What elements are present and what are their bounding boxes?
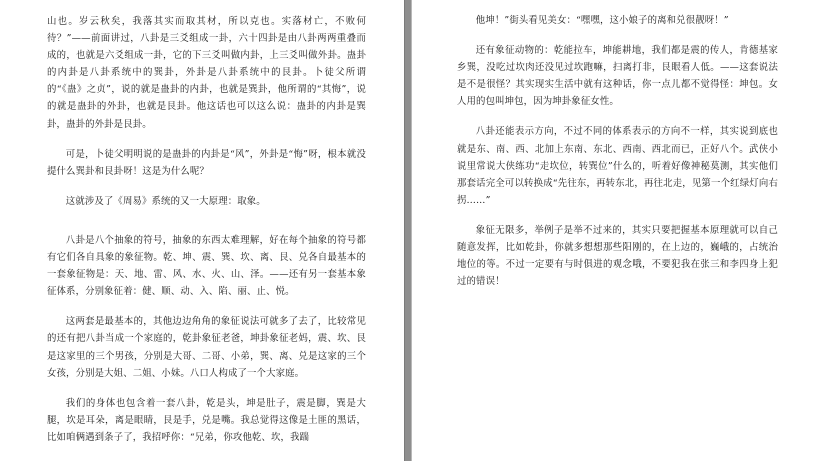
left-page: [0, 0, 404, 461]
paragraph: 可是，卜徒父明明说的是蛊卦的内卦是“风”，外卦是“悔”呀，根本就没提什么巽卦和艮卦呀！这是为什么呢？: [47, 148, 366, 177]
paragraph: 这就涉及了《周易》系统的又一大原理：取象。: [65, 195, 266, 207]
paragraph: 他坤！”街头看见美女：“嘿嘿，这小娘子的离和兑很靓呀！”: [475, 15, 729, 26]
paragraph: 山也。岁云秋矣，我落其实而取其材，所以克也。实落材亡，不败何待？”——前面讲过，八卦是三爻组成一卦，六十四卦是由八卦两两重叠而成的，也就是六爻组成一卦，它的下三爻叫做内卦，上三爻叫做外卦。蛊卦的内卦是八卦系统中的巽卦，外卦是八卦系统中的艮卦。卜徒父所谓的“《蛊》之贞”，说的就是蛊卦的内卦，也就是巽卦，他所谓的“其悔”，说的就是蛊卦的外卦，也就是艮卦。他这话也可以这么说：蛊卦的内卦是巽卦，蛊卦的外卦是艮卦。: [47, 16, 366, 130]
right-page: [412, 0, 818, 461]
paragraph: 还有象征动物的：乾能拉车，坤能耕地，我们都是震的传人，肯德基家乡巽，没吃过坎肉还没见过坎跑嘛，扫离打非，艮眼看人低。——这套说法是不是很怪？其实现实生活中就有这种话，你一点儿都不觉得怪：坤包。女人用的包叫坤包，因为坤卦象征女性。: [457, 45, 778, 108]
paragraph: 八卦还能表示方向，不过不同的体系表示的方向不一样，其实说到底也就是东、南、西、北加上东南、东北、西南、西北而已，正好八个。武侠小说里常说大侠练功“走坎位，转巽位”什么的，听着好像神秘莫测，其实他们那套话完全可以转换成“先往东，再转东北，再往北走，见第一个红绿灯向右拐……”: [457, 126, 778, 206]
paragraph: 象征无限多，举例子是举不过来的，其实只要把握基本原理就可以自己随意发挥，比如乾卦，你就多想想那些阳刚的，在上边的，巍峨的，占统治地位的等。不过一定要有与时俱进的观念哦，不要犯我在张三和李四身上犯过的错误！: [457, 224, 778, 288]
page-divider: [404, 0, 412, 461]
paragraph: 我们的身体也包含着一套八卦，乾是头，坤是肚子，震是脚，巽是大腿，坎是耳朵，离是眼睛，艮是手，兑是嘴。我总觉得这像是土匪的黑话，比如咱俩遇到条子了，我招呼你：“兄弟，你攻他乾、坎，我踹: [47, 397, 366, 443]
paragraph: 这两套是最基本的，其他边边角角的象征说法可就多了去了，比较常见的还有把八卦当成一个家庭的，乾卦象征老爸，坤卦象征老妈，震、坎、艮是这家里的三个男孩，分别是大哥、二哥、小弟，巽、离、兑是这家的三个女孩，分别是大姐、二姐、小妹。八口人构成了一个大家庭。: [47, 316, 366, 379]
paragraph: 八卦是八个抽象的符号，抽象的东西太难理解，好在每个抽象的符号都有它们各自具象的象征物。乾、坤、震、巽、坎、离、艮、兑各自最基本的一套象征物是：天、地、雷、风、水、火、山、泽。——还有另一套基本象征体系，分别象征着：健、顺、动、入、陷、丽、止、悦。: [47, 234, 366, 298]
